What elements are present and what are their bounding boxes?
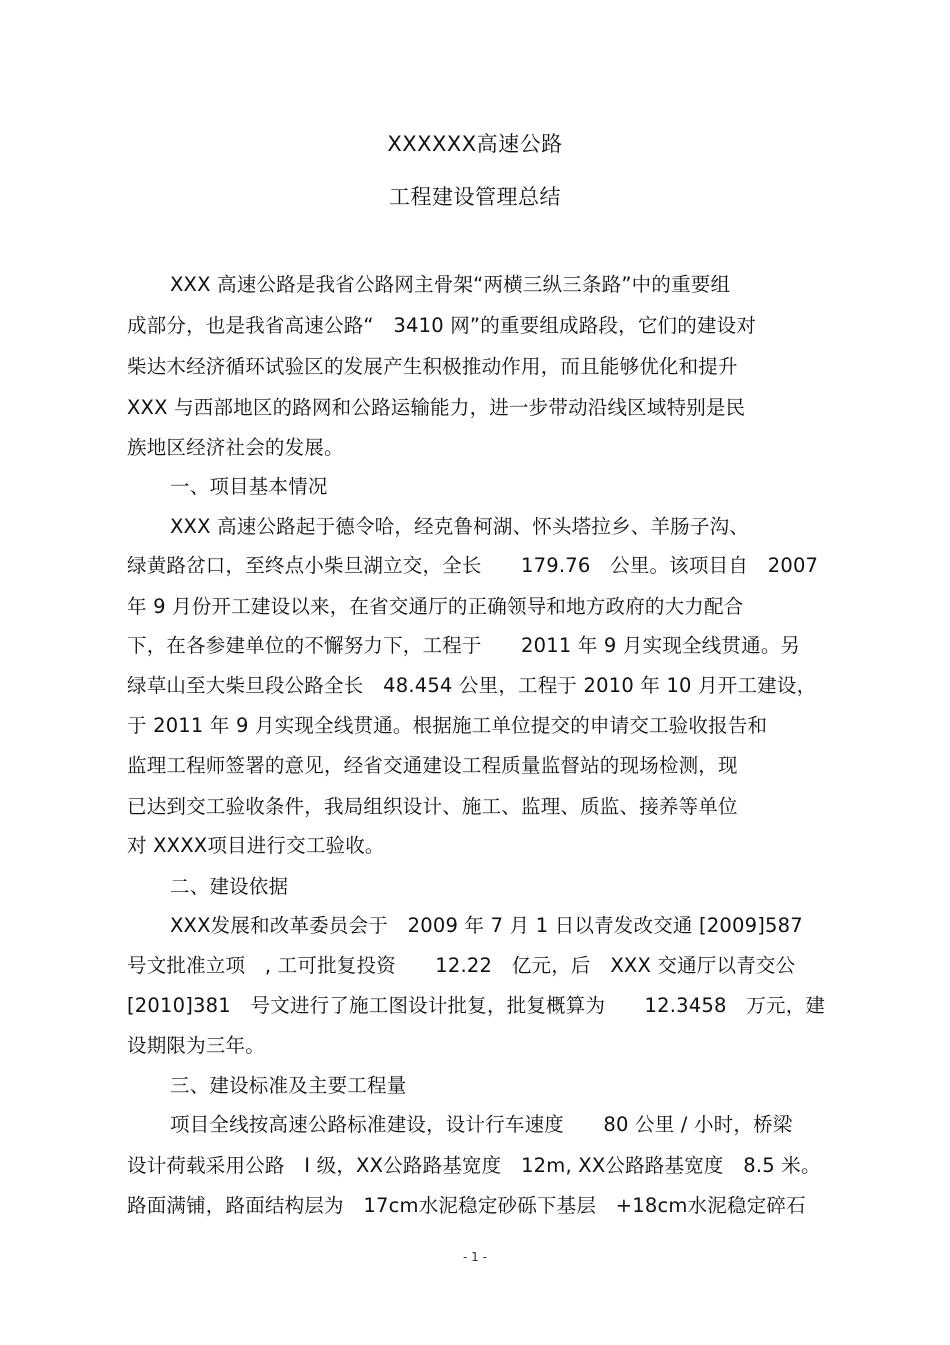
text-line: 设计荷载采用公路 Ⅰ 级，XX公路路基宽度 12m, XX公路路基宽度 8.5 米。 (127, 1154, 821, 1177)
text-line: 绿黄路岔口，至终点小柴旦湖立交，全长 179.76 公里。该项目自 2007 (127, 554, 819, 577)
document-title: XXXXXX高速公路 (387, 132, 563, 156)
text-line: 对 XXXX项目进行交工验收。 (127, 834, 385, 857)
text-line: 绿草山至大柴旦段公路全长 48.454 公里，工程于 2010 年 10 月开工建设， (127, 674, 817, 697)
text-line: 年 9 月份开工建设以来，在省交通厅的正确领导和地方政府的大力配合 (127, 595, 744, 618)
text-line: 于 2011 年 9 月实现全线贯通。根据施工单位提交的申请交工验收报告和 (127, 714, 768, 737)
text-line: 柴达木经济循环试验区的发展产生积极推动作用，而且能够优化和提升 (127, 355, 738, 378)
page-number: - 1 - (463, 1250, 487, 1264)
text-line: XXX 高速公路是我省公路网主骨架“两横三纵三条路”中的重要组 (170, 273, 731, 296)
text-line: 项目全线按高速公路标准建设，设计行车速度 80 公里 / 小时，桥梁 (170, 1113, 793, 1136)
text-line: 成部分，也是我省高速公路“ 3410 网”的重要组成路段，它们的建设对 (127, 314, 757, 337)
text-line: 已达到交工验收条件，我局组织设计、施工、监理、质监、接养等单位 (127, 795, 738, 818)
text-line: 路面满铺，路面结构层为 17cm水泥稳定砂砾下基层 +18cm水泥稳定碎石 (127, 1194, 806, 1217)
text-line: [2010]381 号文进行了施工图设计批复，批复概算为 12.3458 万元，建 (127, 994, 826, 1017)
text-line: XXX 高速公路起于德令哈，经克鲁柯湖、怀头塔拉乡、羊肠子沟、 (170, 515, 749, 538)
text-line: 号文批准立项 , 工可批复投资 12.22 亿元，后 XXX 交通厅以青交公 (127, 954, 796, 977)
section-heading: 二、建设依据 (170, 875, 289, 898)
text-line: 下，在各参建单位的不懈努力下，工程于 2011 年 9 月实现全线贯通。另 (127, 634, 801, 657)
text-line: 族地区经济社会的发展。 (127, 436, 344, 459)
text-line: 监理工程师签署的意见，经省交通建设工程质量监督站的现场检测，现 (127, 754, 738, 777)
text-line: 设期限为三年。 (127, 1034, 265, 1057)
text-line: XXX发展和改革委员会于 2009 年 7 月 1 日以青发改交通 [2009]587 (170, 914, 803, 937)
section-heading: 一、项目基本情况 (170, 475, 328, 498)
text-line: XXX 与西部地区的路网和公路运输能力，进一步带动沿线区域特别是民 (127, 396, 746, 419)
section-heading: 三、建设标准及主要工程量 (170, 1074, 407, 1097)
document-subtitle: 工程建设管理总结 (389, 185, 561, 209)
